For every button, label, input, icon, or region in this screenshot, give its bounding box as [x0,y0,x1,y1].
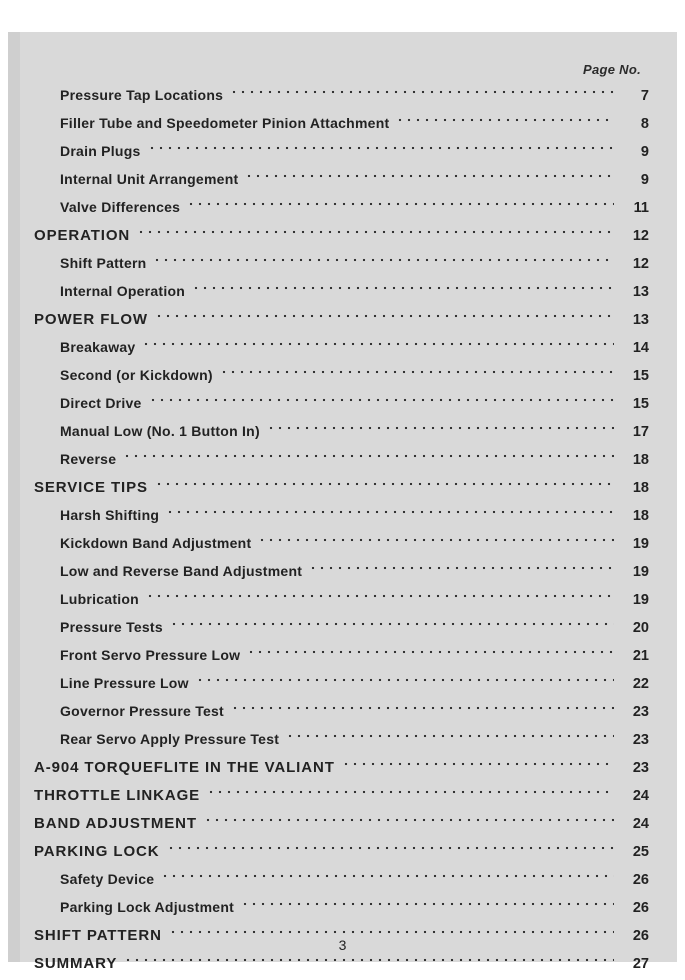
toc-entry[interactable] [34,759,649,787]
toc-entry[interactable] [34,87,649,115]
toc-entry-title: PARKING LOCK [34,843,160,860]
dot-leader [155,255,614,265]
toc-entry-page-number: 11 [633,200,649,216]
page-folio: 3 [338,937,347,953]
toc-entry[interactable] [34,143,649,171]
toc-entry[interactable] [34,115,649,143]
dot-leader [125,451,614,461]
toc-entry-page-number: 20 [632,620,649,636]
dot-leader [344,759,614,769]
dot-leader [168,507,614,517]
toc-entry-title: Second (or Kickdown) [60,367,213,383]
dot-leader [243,899,614,909]
toc-entry[interactable] [34,535,649,563]
toc-entry-title: Internal Operation [60,283,186,299]
toc-entry[interactable] [34,339,649,367]
toc-entry-page-number: 19 [632,592,649,608]
toc-entry-title: Pressure Tap Locations [60,87,224,103]
toc-entry-title: A-904 TORQUEFLITE IN THE VALIANT [34,759,335,776]
toc-entry[interactable] [34,423,649,451]
toc-entry-title: Rear Servo Apply Pressure Test [60,731,280,747]
dot-leader [139,227,614,237]
toc-entry-page-number: 21 [632,648,649,664]
toc-entry[interactable] [34,703,649,731]
toc-entry-title: SERVICE TIPS [34,479,148,496]
dot-leader [232,87,614,97]
dot-leader [150,143,614,153]
toc-entry-page-number: 26 [632,928,649,944]
toc-entry-title: THROTTLE LINKAGE [34,787,201,804]
dot-leader [260,535,614,545]
toc-entry-page-number: 25 [632,844,649,860]
toc-entry-title: POWER FLOW [34,311,148,328]
toc-entry-title: Safety Device [60,871,155,887]
toc-entry-page-number: 12 [632,256,649,272]
toc-entry-page-number: 27 [632,956,649,972]
toc-entry-title: Harsh Shifting [60,507,160,523]
toc-entry-page-number: 23 [632,760,649,776]
page-gutter-shadow [8,32,20,962]
toc-entry-page-number: 18 [632,508,649,524]
toc-entry-title: BAND ADJUSTMENT [34,815,197,832]
toc-entry[interactable] [34,507,649,535]
toc-entry-title: Parking Lock Adjustment [60,899,235,915]
toc-entry-page-number: 26 [632,872,649,888]
toc-entry-title: Direct Drive [60,395,142,411]
dot-leader [209,787,614,797]
dot-leader [169,843,614,853]
toc-entry[interactable] [34,395,649,423]
dot-leader [194,283,614,293]
toc-entry[interactable] [34,787,649,815]
toc-entry-title: Pressure Tests [60,619,163,635]
dot-leader [288,731,614,741]
toc-entry[interactable] [34,255,649,283]
toc-entry[interactable] [34,311,649,339]
toc-entry-page-number: 18 [632,480,649,496]
toc-entry[interactable] [34,171,649,199]
toc-entry-page-number: 9 [640,144,649,160]
dot-leader [189,199,614,209]
toc-entry-page-number: 12 [632,228,649,244]
dot-leader [233,703,614,713]
toc-entry[interactable] [34,871,649,899]
toc-entry[interactable] [34,563,649,591]
toc-entry[interactable] [34,955,649,980]
dot-leader [198,675,614,685]
toc-entry-page-number: 24 [632,788,649,804]
toc-entry-title: SHIFT PATTERN [34,927,162,944]
toc-entry-page-number: 19 [632,564,649,580]
toc-entry[interactable] [34,451,649,479]
table-of-contents [34,62,649,980]
dot-leader [163,871,614,881]
toc-entry[interactable] [34,479,649,507]
toc-entry-title: Drain Plugs [60,143,141,159]
toc-entry[interactable] [34,675,649,703]
dot-leader [172,619,614,629]
dot-leader [126,955,614,965]
scanned-paper [8,32,677,972]
toc-entry-page-number: 9 [640,172,649,188]
toc-entry-page-number: 17 [632,424,649,440]
toc-entry[interactable] [34,367,649,395]
dot-leader [247,171,614,181]
toc-entry-title: Lubrication [60,591,139,607]
toc-entry-page-number: 15 [632,368,649,384]
toc-entry[interactable] [34,815,649,843]
toc-entry-title: Filler Tube and Speedometer Pinion Attachment [60,115,390,131]
toc-entry-page-number: 8 [640,116,649,132]
toc-entry-title: SUMMARY [34,955,118,972]
toc-entry-page-number: 13 [632,312,649,328]
toc-entry[interactable] [34,199,649,227]
toc-entry-page-number: 19 [632,536,649,552]
dot-leader [144,339,614,349]
toc-entry-title: OPERATION [34,227,131,244]
toc-entry-title: Shift Pattern [60,255,147,271]
dot-leader [222,367,614,377]
toc-entry-page-number: 23 [632,704,649,720]
toc-entry-title: Low and Reverse Band Adjustment [60,563,303,579]
toc-entry[interactable] [34,647,649,675]
toc-entry-title: Valve Differences [60,199,181,215]
toc-entry-title: Governor Pressure Test [60,703,224,719]
toc-entry-page-number: 7 [640,88,649,104]
dot-leader [398,115,614,125]
toc-entry[interactable] [34,899,649,927]
toc-entry-page-number: 14 [632,340,649,356]
toc-entry[interactable] [34,843,649,871]
toc-entry-title: Front Servo Pressure Low [60,647,241,663]
toc-entry-page-number: 22 [632,676,649,692]
toc-entry[interactable] [34,731,649,759]
toc-entry-title: Manual Low (No. 1 Button In) [60,423,260,439]
toc-entry[interactable] [34,591,649,619]
toc-entry-title: Line Pressure Low [60,675,189,691]
dot-leader [206,815,614,825]
dot-leader [249,647,614,657]
dot-leader [151,395,614,405]
toc-entry-title: Kickdown Band Adjustment [60,535,252,551]
dot-leader [171,927,614,937]
toc-entry-title: Breakaway [60,339,136,355]
dot-leader [157,311,614,321]
toc-list [34,87,649,980]
toc-entry-page-number: 26 [632,900,649,916]
toc-entry-title: Internal Unit Arrangement [60,171,239,187]
dot-leader [311,563,614,573]
page-number-column-heading: Page No. [582,62,641,77]
toc-entry-page-number: 23 [632,732,649,748]
toc-entry-title: Reverse [60,451,117,467]
dot-leader [157,479,614,489]
dot-leader [269,423,614,433]
toc-entry-page-number: 13 [632,284,649,300]
toc-entry[interactable] [34,619,649,647]
toc-entry-page-number: 15 [632,396,649,412]
dot-leader [148,591,614,601]
toc-entry[interactable] [34,283,649,311]
toc-entry[interactable] [34,227,649,255]
toc-entry-page-number: 24 [632,816,649,832]
toc-entry-page-number: 18 [632,452,649,468]
